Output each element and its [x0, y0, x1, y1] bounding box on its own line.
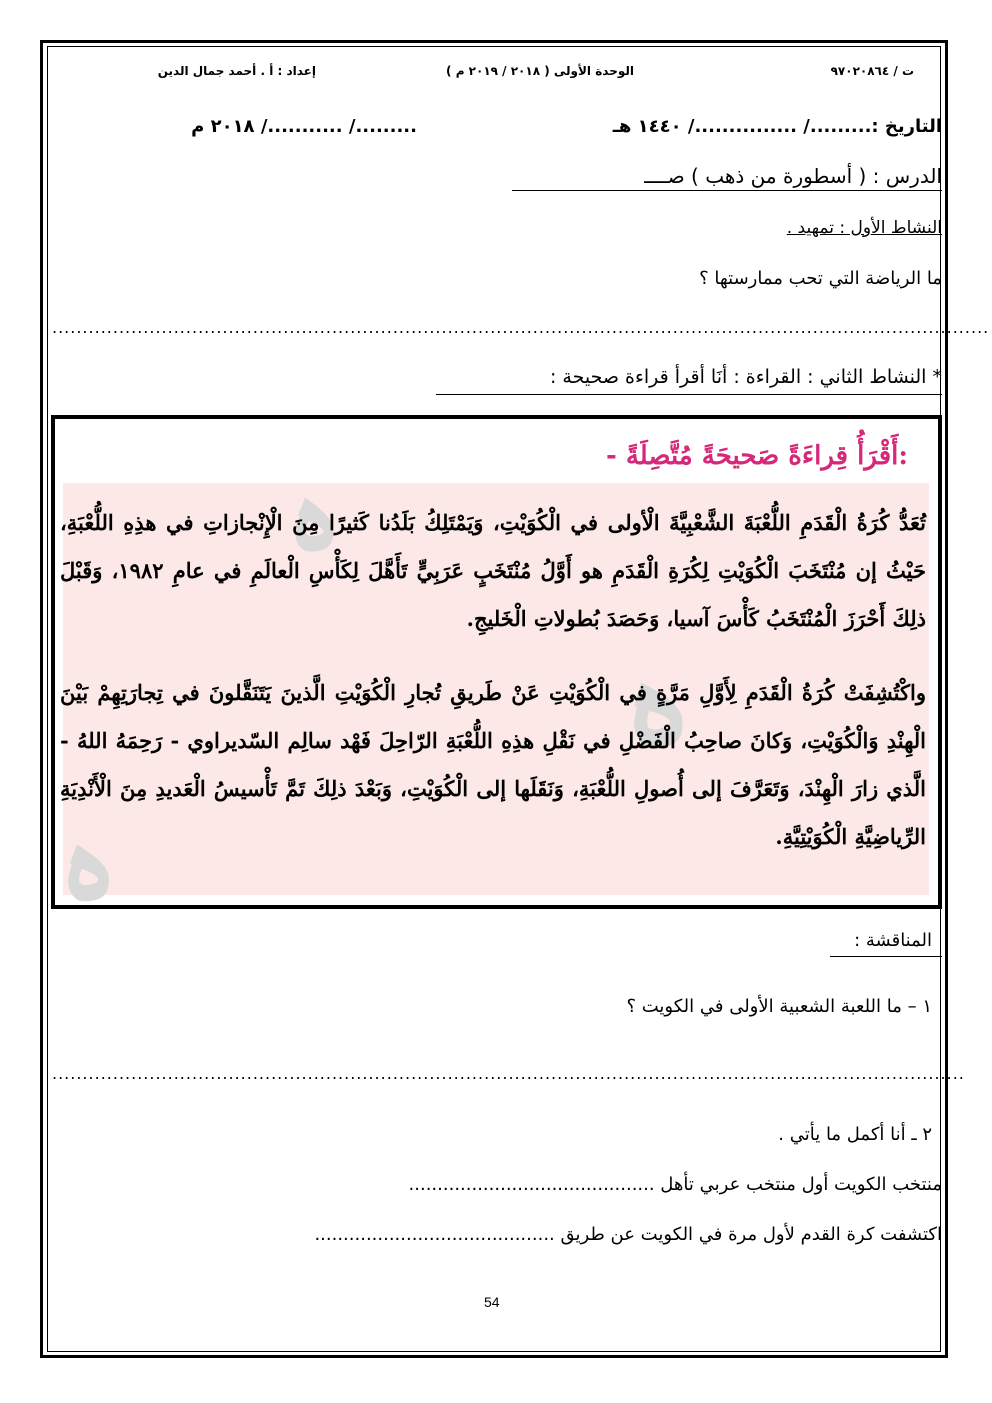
date-gregorian: ........./ .........../ ٢٠١٨ م: [191, 116, 417, 137]
reading-paragraph-1: تُعَدُّ كُرَةُ الْقَدَمِ اللُّعْبَةَ الشَّعْبِيَّةَ الْأولى في الْكُوَيْتِ، وَيَمْتَلِكُ بَلَدُنا كَثيرًا مِنَ الْإِنْجازاتِ في هذِهِ اللُّعْبَةِ، حَيْثُ إن مُنْتَخَبَ الْكُوَيْتِ لِكُرَةِ الْقَدَمِ هو أَوَّلُ مُنْتَخَبٍ عَرَبِيٍّ تَأَهَّلَ لِكَأْسِ الْعالَمِ في عامِ ١٩٨٢، وَقَبْلَ ذلِكَ أَحْرَزَ الْمُنْتَخَبُ كَأْسَ آسيا، وَحَصَدَ بُطولاتِ الْخَليجِ.: [60, 510, 926, 631]
answer-dots-1: ..........................................................................................................................................................: [52, 318, 990, 337]
header-author: إعداد : أ . أحمد جمال الدين: [157, 64, 316, 78]
date-hijri: التاريخ :........./ .............../ ١٤٤٠ هـ: [612, 116, 942, 137]
header-unit: الوحدة الأولى ( ٢٠١٨ / ٢٠١٩ م ): [446, 64, 634, 78]
lesson-title: الدرس : ( أسطورة من ذهب ) صــــ: [644, 164, 942, 188]
activity2-title: * النشاط الثاني : القراءة : أنَا أقرأ قراءة صحيحة :: [549, 366, 942, 388]
question-2: ٢ ـ أنا أكمل ما يأتي .: [778, 1124, 932, 1145]
question-2a: منتخب الكويت أول منتخب عربي تأهل ...........................................: [408, 1174, 942, 1195]
watermark-shape: ﮦ: [266, 406, 348, 588]
question-2b: اكتشفت كرة القدم لأول مرة في الكويت عن طريق ..........................................: [314, 1224, 942, 1245]
activity2-underline: [436, 394, 942, 395]
watermark-shape: ﮦ: [31, 746, 126, 940]
discussion-underline: [830, 956, 942, 957]
activity1-question: ما الرياضة التي تحب ممارستها ؟: [699, 268, 942, 289]
page-number: 54: [484, 1294, 500, 1310]
reading-box: [31, 406, 942, 940]
header-phone: ت / ٩٧٠٢٠٨٦٤: [830, 64, 914, 78]
answer-dots-2: ......................................................................................................................................................: [52, 1064, 965, 1083]
reading-paragraph-2: واكْتُشِفَتْ كُرَةُ الْقَدَمِ لِأَوَّلِ مَرَّةٍ في الْكُوَيْتِ عَنْ طَريقِ تُجارِ الْكُوَيْتِ الَّذينَ يَتَنَقَّلونَ في تِجارَتِهِمْ بَيْنَ الْهِنْدِ وَالْكُوَيْتِ، وَكانَ صاحِبُ الْفَضْلِ في نَقْلِ هذِهِ اللُّعْبَةِ الرّاحِلَ فَهْد سالِم السّديراوي - رَحِمَهُ اللهُ - الَّذي زارَ الْهِنْدَ، وَتَعَرَّفَ إلى أُصولِ اللُّعْبَةِ، وَنَقَلَها إلى الْكُوَيْتِ، وَبَعْدَ ذلِكَ تَمَّ تَأْسيسُ الْعَديدِ مِنَ الْأَنْدِيَةِ الرِّياضِيَّةِ الْكُوَيْتِيَّةِ.: [60, 680, 926, 849]
reading-title: - أَقْرَأُ قِراءَةً صَحيحَةً مُتَّصِلَةً:: [606, 441, 908, 471]
lesson-underline: [512, 190, 942, 191]
watermark-shape: ﮦ: [578, 566, 708, 796]
question-1: ١ – ما اللعبة الشعبية الأولى في الكويت ؟: [626, 996, 932, 1017]
discussion-title: المناقشة :: [854, 930, 932, 951]
activity1-title: النشاط الأول : تمهيد .: [786, 218, 942, 238]
